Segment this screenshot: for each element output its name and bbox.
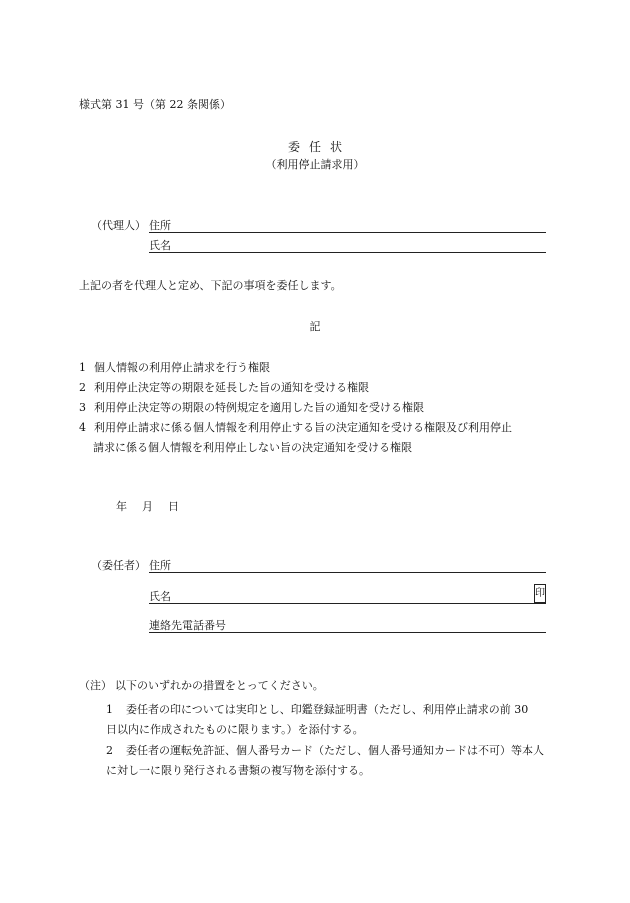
authority-item-text: 利用停止決定等の期限を延長した旨の通知を受ける権限 [94, 381, 369, 394]
note-item-continuation: 日以内に作成されたものに限ります。）を添付する。 [106, 723, 364, 736]
seal-box: 印 [534, 584, 546, 603]
note-intro: 以下のいずれかの措置をとってください。 [115, 679, 324, 692]
date-line [116, 500, 179, 513]
authority-item-number: 4 [79, 421, 86, 434]
agent-address-label: 住所 [149, 219, 171, 232]
note-item-1 [106, 700, 552, 740]
authority-item-number: 3 [79, 401, 86, 414]
principal-label: （委任者） [91, 559, 146, 572]
note-item-continuation: に対し一に限り発行される書類の複写物を添付する。 [106, 764, 370, 777]
principal-address-field[interactable] [149, 572, 546, 573]
note-item-text: 委任者の運転免許証、個人番号カード（ただし、個人番号通知カードは不可）等本人 [126, 744, 544, 757]
ki-heading: 記 [309, 320, 321, 333]
date-year-label: 年 [116, 500, 127, 513]
authority-item-number: 2 [79, 381, 86, 394]
delegation-sentence: 上記の者を代理人と定め、下記の事項を委任します。 [79, 279, 342, 292]
agent-label: （代理人） [91, 219, 146, 232]
document-subtitle: （利用停止請求用） [265, 158, 365, 171]
note-label: （注） [79, 679, 112, 692]
authority-item-2 [79, 381, 369, 394]
principal-phone-label: 連絡先電話番号 [149, 619, 226, 632]
authority-item-4 [79, 421, 512, 434]
authority-item-1 [79, 361, 270, 374]
agent-name-field[interactable] [149, 252, 546, 253]
date-day-label: 日 [168, 500, 179, 513]
note-item-text: 委任者の印については実印とし、印鑑登録証明書（ただし、利用停止請求の前 30 [126, 703, 529, 716]
principal-phone-field[interactable] [149, 632, 546, 633]
authority-item-text: 利用停止請求に係る個人情報を利用停止する旨の決定通知を受ける権限及び利用停止 [94, 421, 512, 434]
authority-item-text: 利用停止決定等の期限の特例規定を適用した旨の通知を受ける権限 [94, 401, 424, 414]
principal-name-label: 氏名 [149, 590, 171, 603]
agent-address-field[interactable] [149, 232, 546, 233]
form-number: 様式第 31 号（第 22 条関係） [79, 98, 231, 111]
authority-item-4-continuation: 請求に係る個人情報を利用停止しない旨の決定通知を受ける権限 [93, 441, 412, 454]
note-item-number: 1 [106, 703, 113, 716]
date-month-label: 月 [142, 500, 153, 513]
authority-item-text: 個人情報の利用停止請求を行う権限 [94, 361, 270, 374]
principal-address-label: 住所 [149, 559, 171, 572]
document-title: 委任状 [287, 140, 351, 154]
authority-item-number: 1 [79, 361, 86, 374]
authority-item-3 [79, 401, 424, 414]
note-item-number: 2 [106, 744, 113, 757]
agent-name-label: 氏名 [149, 239, 171, 252]
principal-name-field[interactable] [149, 603, 546, 604]
note-item-2 [106, 741, 552, 781]
